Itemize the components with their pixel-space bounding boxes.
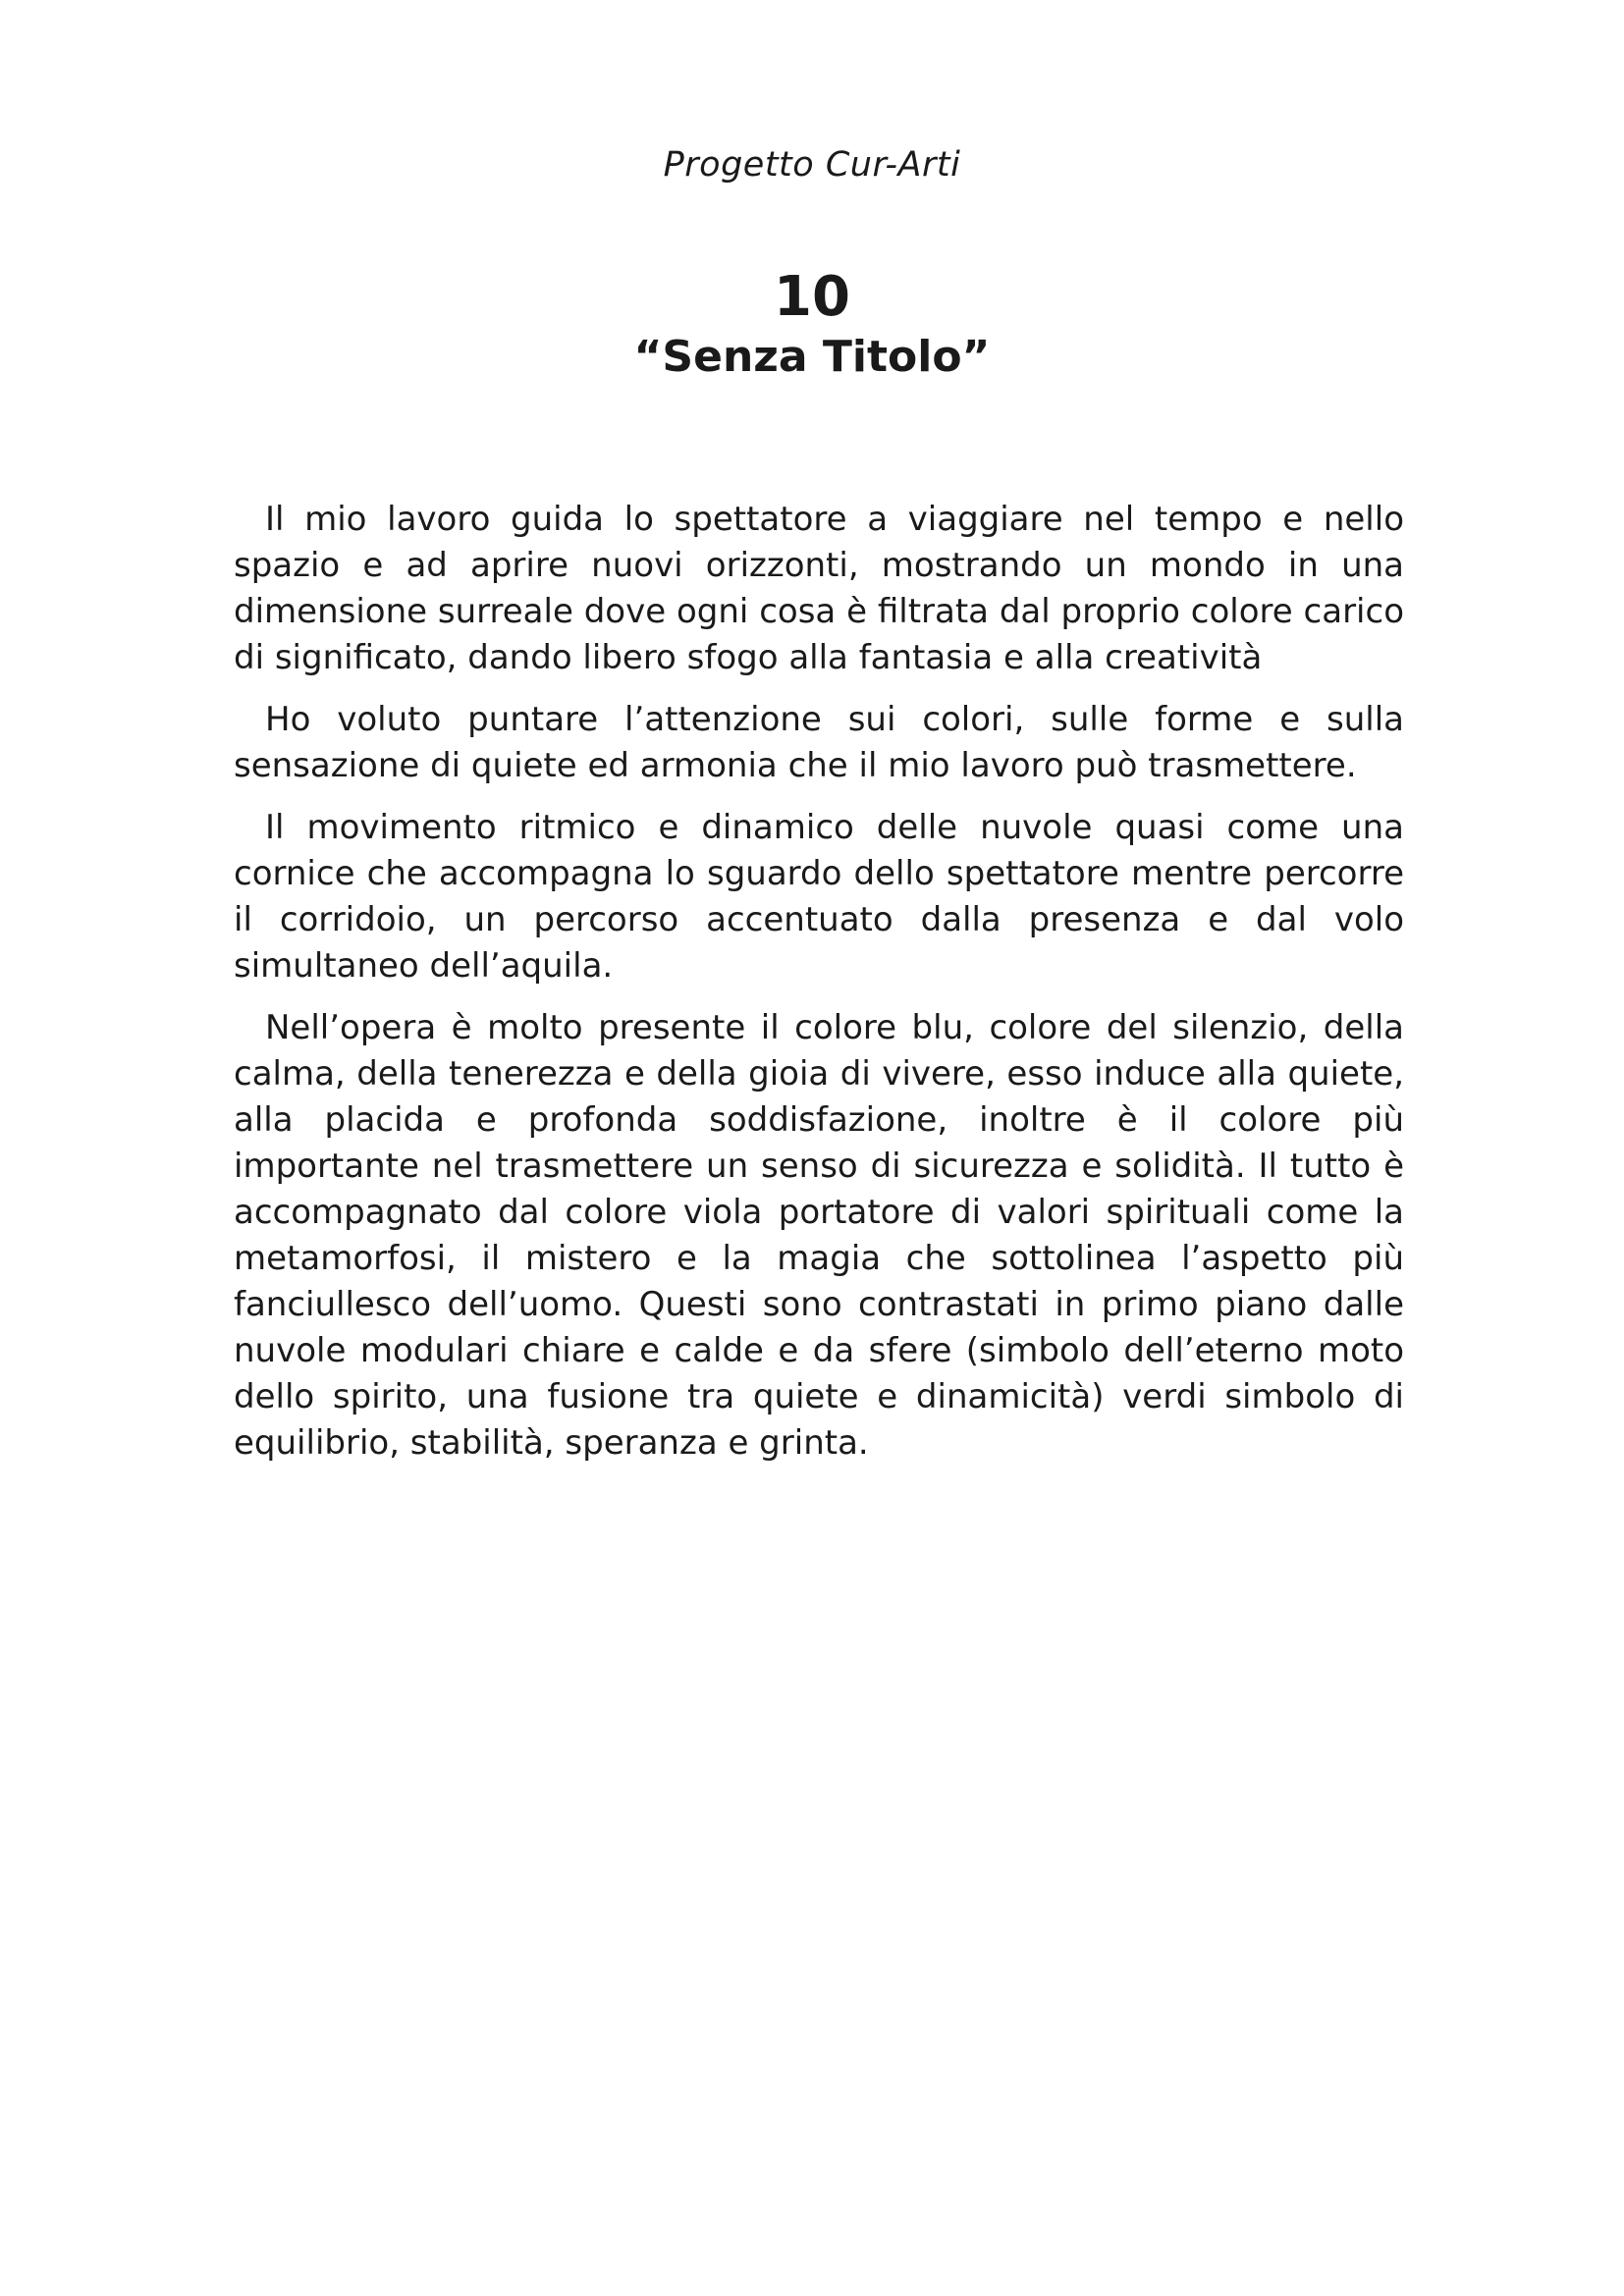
paragraph: Il movimento ritmico e dinamico delle nuvole quasi come una cornice che accompagna lo sguardo dello spettatore mentre percorre il corridoio, un percorso accentuato dalla presenza e dal volo simultaneo dell’aquila. bbox=[234, 808, 1404, 986]
body-text bbox=[234, 497, 1404, 1482]
paragraph: Il mio lavoro guida lo spettatore a viaggiare nel tempo e nello spazio e ad aprire nuovi orizzonti, mostrando un mondo in una dimensione surreale dove ogni cosa è filtrata dal proprio colore carico di significato, dando libero sfogo alla fantasia e alla creatività bbox=[234, 500, 1404, 677]
chapter-title: “Senza Titolo” bbox=[633, 332, 991, 382]
paragraph: Ho voluto puntare l’attenzione sui colori, sulle forme e sulla sensazione di quiete ed armonia che il mio lavoro può trasmettere. bbox=[234, 700, 1404, 785]
chapter-number: 10 bbox=[774, 265, 850, 329]
paragraph: Nell’opera è molto presente il colore blu, colore del silenzio, della calma, della tenerezza e della gioia di vivere, esso induce alla quiete, alla placida e profonda soddisfazione, inoltre è il colore più importante nel trasmettere un senso di sicurezza e solidità. Il tutto è accompagnato dal colore viola portatore di valori spirituali come la metamorfosi, il mistero e la magia che sottolinea l’aspetto più fanciullesco dell’uomo. Questi sono contrastati in primo piano dalle nuvole modulari chiare e calde e da sfere (simbolo dell’eterno moto dello spirito, una fusione tra quiete e dinamicità) verdi simbolo di equilibrio, stabilità, speranza e grinta. bbox=[234, 1008, 1404, 1463]
running-header: Progetto Cur-Arti bbox=[663, 145, 961, 185]
